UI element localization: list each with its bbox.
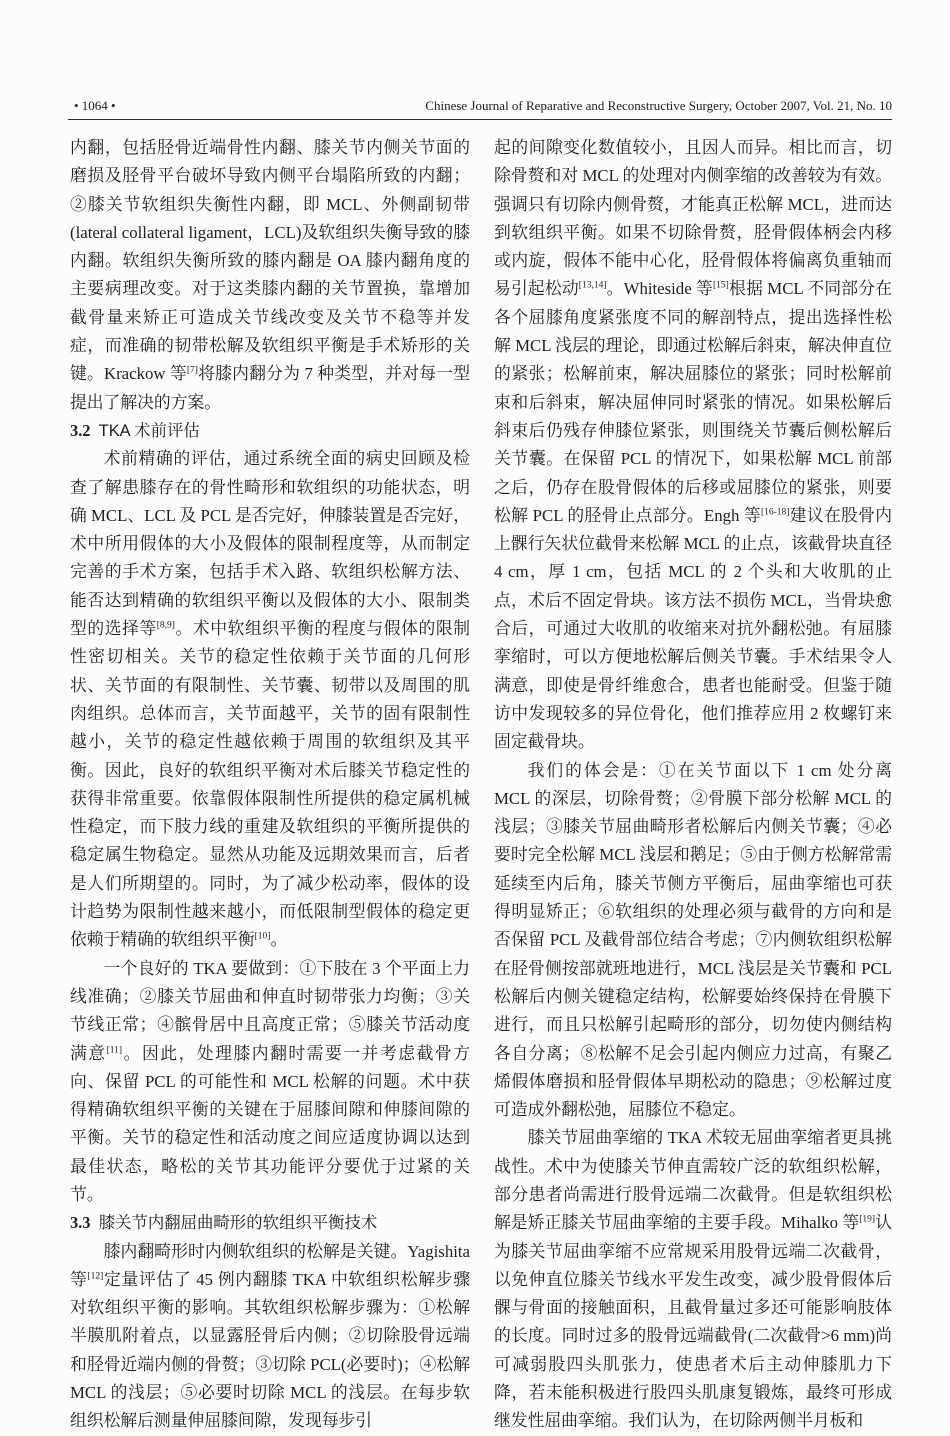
text-run: 。Whiteside 等 bbox=[606, 279, 713, 299]
citation-ref: [7] bbox=[186, 365, 198, 376]
paragraph bbox=[70, 955, 470, 1210]
text-run: 。因此，处理膝内翻时需要一并考虑截骨方向、保留 PCL 的可能性和 MCL 松解的问题。术中获得精确软组织平衡的关键在于屈膝间隙和伸膝间隙的平衡。关节的稳定性和活动度之间应适度协调以达到最佳状态，略松的关节其功能评分要优于过紧的关节。 bbox=[70, 1043, 470, 1204]
text-run: 根据 MCL 不同部分在各个屈膝角度紧张度不同的解剖特点，提出选择性松解 MCL 浅层的理论，即通过松解后斜束，解决伸直位的紧张；松解前束，解决屈膝位的紧张；同时松解前束和后斜束，解决屈伸同时紧张的情况。如果松解后斜束后仍残存伸膝位紧张，则围绕关节囊后侧松解后关节囊。在保留 PCL 的情况下，如果松解 MCL 前部之后，仍存在股骨假体的后移或屈膝位的紧张，则要松解 PCL 的胫骨止点部分。Engh 等 bbox=[494, 279, 892, 525]
citation-ref: [16-18] bbox=[760, 507, 790, 518]
right-column bbox=[494, 134, 892, 1436]
section-title: TKA 术前评估 bbox=[98, 421, 200, 440]
text-run: 膝关节屈曲挛缩的 TKA 术较无屈曲挛缩者更具挑战性。术中为使膝关节伸直需较广泛的软组织松解，部分患者尚需进行股骨远端二次截骨。但是软组织松解是矫正膝关节屈曲挛缩的主要手段。Mihalko 等 bbox=[494, 1128, 892, 1233]
citation-ref: [12] bbox=[87, 1271, 104, 1282]
citation-ref: [11] bbox=[106, 1044, 123, 1055]
text-run: 建议在股骨内上髁行矢状位截骨来松解 MCL 的止点，该截骨块直径 4 cm，厚 1 cm，包括 MCL 的 2 个头和大收肌的止点，术后不固定骨块。该方法不损伤 MCL，当骨块愈合后，可通过大收肌的收缩来对抗外翻松弛。有屈膝挛缩时，可以方便地松解后侧关节囊。手术结果令人满意，即使是骨纤维愈合，患者也能耐受。但鉴于随访中发现较多的异位骨化，他们推荐应用 2 枚螺钉来固定截骨块。 bbox=[494, 505, 892, 752]
citation-ref: [15] bbox=[712, 280, 729, 291]
section-heading-3-2 bbox=[70, 417, 470, 445]
paragraph bbox=[494, 134, 892, 757]
paragraph bbox=[70, 445, 470, 954]
citation-ref: [8,9] bbox=[156, 620, 175, 631]
section-title: 膝关节内翻屈曲畸形的软组织平衡技术 bbox=[98, 1214, 378, 1233]
text-run: 认为膝关节屈曲挛缩不应常规采用股骨远端二次截骨，以免伸直位膝关节线水平发生改变，减少股骨假体后髁与骨面的接触面积，且截骨量过多还可能影响肢体的长度。同时过多的股骨远端截骨(二次截骨>6 mm)尚可减弱股四头肌张力，使患者术后主动伸膝肌力下降，若未能积极进行股四头肌康复锻炼，最终可形成继发性屈曲挛缩。我们认为，在切除两侧半月板和 bbox=[494, 1213, 892, 1431]
text-run: 起的间隙变化数值较小，且因人而异。相比而言，切除骨赘和对 MCL 的处理对内侧挛缩的改善较为有效。强调只有切除内侧骨赘，才能真正松解 MCL，进而达到软组织平衡。如果不切除骨赘，胫骨假体柄会内移或内旋，假体不能中心化，胫骨假体将偏离负重轴而易引起松动 bbox=[494, 138, 892, 299]
text-run: 我们的体会是：①在关节面以下 1 cm 处分离 MCL 的深层，切除骨赘；②骨膜下部分松解 MCL 的浅层；③膝关节屈曲畸形者松解后内侧关节囊；④必要时完全松解 MCL 浅层和鹅足；⑤由于侧方松解常需延续至内后角，膝关节侧方平衡后，屈曲挛缩也可获得明显矫正；⑥软组织的处理必须与截骨的方向和是否保留 PCL 及截骨部位结合考虑；⑦内侧软组织松解在胫骨侧按部就班地进行，MCL 浅层是关节囊和 PCL 松解后内侧关键稳定结构，松解要始终保持在骨膜下进行，而且只松解引起畸形的部分，切勿使内侧结构各自分离；⑧松解不足会引起内侧应力过高，有聚乙烯假体磨损和胫骨假体早期松动的隐患；⑨松解过度可造成外翻松弛，屈膝位不稳定。 bbox=[494, 760, 892, 1120]
paragraph bbox=[70, 1238, 470, 1436]
text-run: 膝内翻畸形时内侧软组织的松解是关键。Yagishita 等 bbox=[70, 1241, 470, 1289]
page-number: • 1064 • bbox=[74, 98, 116, 113]
section-number: 3.3 bbox=[70, 1213, 91, 1233]
section-number: 3.2 bbox=[70, 420, 91, 440]
running-header bbox=[70, 97, 892, 115]
text-run: 。术中软组织平衡的程度与假体的限制性密切相关。关节的稳定性依赖于关节面的几何形状、关节面的有限制性、关节囊、韧带以及周围的肌肉组织。总体而言，关节面越平，关节的固有限制性越小，关节的稳定性越依赖于周围的软组织及其平衡。因此，良好的软组织平衡对术后膝关节稳定性的获得非常重要。依靠假体限制性所提供的稳定属机械性稳定，而下肢力线的重建及软组织的平衡所提供的稳定属生物稳定。显然从功能及远期效果而言，后者是人们所期望的。同时，为了减少松动率，假体的设计趋势为限制性越来越小，而低限制型假体的稳定更依赖于精确的软组织平衡 bbox=[70, 619, 470, 950]
paragraph bbox=[494, 1124, 892, 1435]
text-run: 。 bbox=[270, 930, 288, 950]
citation-ref: [10] bbox=[254, 931, 271, 942]
left-column bbox=[70, 134, 470, 1436]
paragraph bbox=[70, 134, 470, 417]
header-rule bbox=[68, 119, 892, 120]
journal-citation: Chinese Journal of Reparative and Reconstructive Surgery, October 2007, Vol. 21, No. 10 bbox=[425, 98, 892, 113]
section-heading-3-3 bbox=[70, 1209, 470, 1237]
text-run: 一个良好的 TKA 要做到：①下肢在 3 个平面上力线准确；②膝关节屈曲和伸直时韧带张力均衡；③关节线正常；④髌骨居中且高度正常；⑤膝关节活动度满意 bbox=[70, 958, 470, 1063]
paragraph bbox=[494, 757, 892, 1125]
citation-ref: [13,14] bbox=[578, 280, 607, 291]
text-run: 将膝内翻分为 7 种类型，并对每一型提出了解决的方案。 bbox=[70, 364, 470, 412]
citation-ref: [19] bbox=[859, 1214, 876, 1225]
text-run: 定量评估了 45 例内翻膝 TKA 中软组织松解步骤对软组织平衡的影响。其软组织松解步骤为：①松解半膜肌附着点，以显露胫骨后内侧；②切除股骨远端和胫骨近端内侧的骨赘；③切除 PCL(必要时)；④松解 MCL 的浅层；⑤必要时切除 MCL 的浅层。在每步软组织松解后测量伸屈膝间隙，发现每步引 bbox=[70, 1269, 470, 1431]
text-run: 内翻，包括胫骨近端骨性内翻、膝关节内侧关节面的磨损及胫骨平台破坏导致内侧平台塌陷所致的内翻；②膝关节软组织失衡性内翻，即 MCL、外侧副韧带(lateral collateral ligament，LCL)及软组织失衡导致的膝内翻。软组织失衡所致的膝内翻是 OA 膝内翻角度的主要病理改变。对于这类膝内翻的关节置换，靠增加截骨量来矫正可造成关节线改变及关节不稳等并发症，而准确的韧带松解及软组织平衡是手术矫形的关键。Krackow 等 bbox=[70, 138, 470, 384]
text-run: 术前精确的评估，通过系统全面的病史回顾及检查了解患膝存在的骨性畸形和软组织的功能状态，明确 MCL、LCL 及 PCL 是否完好，伸膝装置是否完好，术中所用假体的大小及假体的限制程度等，从而制定完善的手术方案，包括手术入路、软组织松解方法、能否达到精确的软组织平衡以及假体的大小、限制类型的选择等 bbox=[70, 449, 470, 639]
